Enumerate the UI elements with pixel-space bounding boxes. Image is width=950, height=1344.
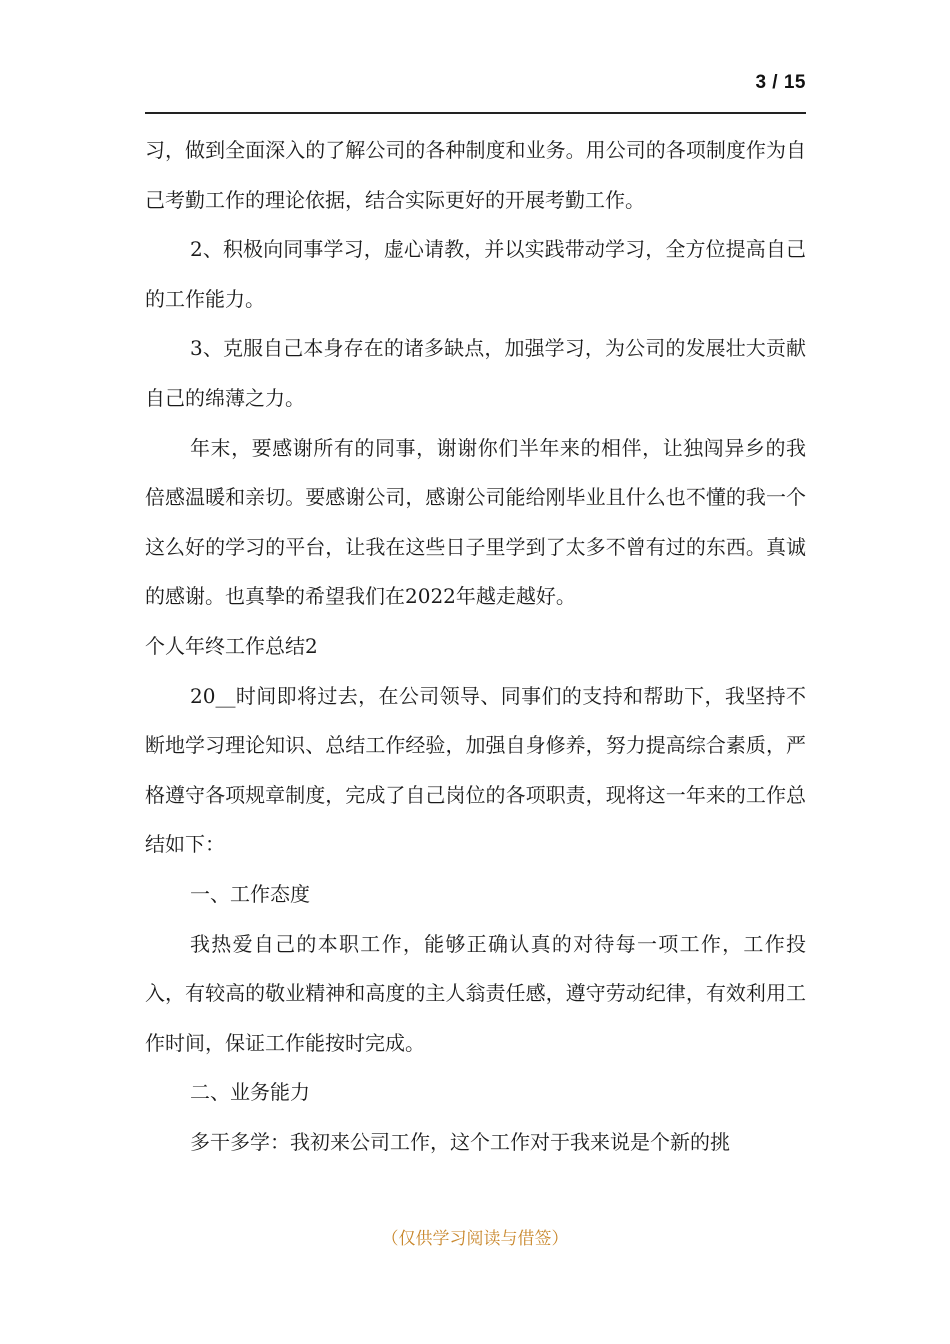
document-body xyxy=(145,126,806,1167)
page-header xyxy=(145,62,806,114)
paragraph: 我热爱自己的本职工作，能够正确认真的对待每一项工作，工作投入，有较高的敬业精神和高度的主人翁责任感，遵守劳动纪律，有效利用工作时间，保证工作能按时完成。 xyxy=(145,931,806,1055)
paragraph: 20__时间即将过去，在公司领导、同事们的支持和帮助下，我坚持不断地学习理论知识、总结工作经验，加强自身修养，努力提高综合素质，严格遵守各项规章制度，完成了自己岗位的各项职责，现将这一年来的工作总结如下： xyxy=(145,683,806,857)
paragraph: 习，做到全面深入的了解公司的各种制度和业务。用公司的各项制度作为自己考勤工作的理论依据，结合实际更好的开展考勤工作。 xyxy=(145,138,806,212)
paragraph: 年末，要感谢所有的同事，谢谢你们半年来的相伴，让独闯异乡的我倍感温暖和亲切。要感谢公司，感谢公司能给刚毕业且什么也不懂的我一个这么好的学习的平台，让我在这些日子里学到了太多不曾有过的东西。真诚的感谢。也真挚的希望我们在2022年越走越好。 xyxy=(145,435,806,609)
paragraph: 2、积极向同事学习，虚心请教，并以实践带动学习，全方位提高自己的工作能力。 xyxy=(145,237,806,311)
subsection-heading: 二、业务能力 xyxy=(190,1080,310,1105)
paragraph: 3、克服自己本身存在的诸多缺点，加强学习，为公司的发展壮大贡献自己的绵薄之力。 xyxy=(145,336,806,410)
footer-note: （仅供学习阅读与借签） xyxy=(381,1229,569,1249)
paragraph: 多干多学：我初来公司工作，这个工作对于我来说是个新的挑 xyxy=(190,1129,730,1154)
subsection-heading: 一、工作态度 xyxy=(190,881,310,906)
page-number: 3 / 15 xyxy=(755,72,806,93)
section-title: 个人年终工作总结2 xyxy=(145,633,318,658)
